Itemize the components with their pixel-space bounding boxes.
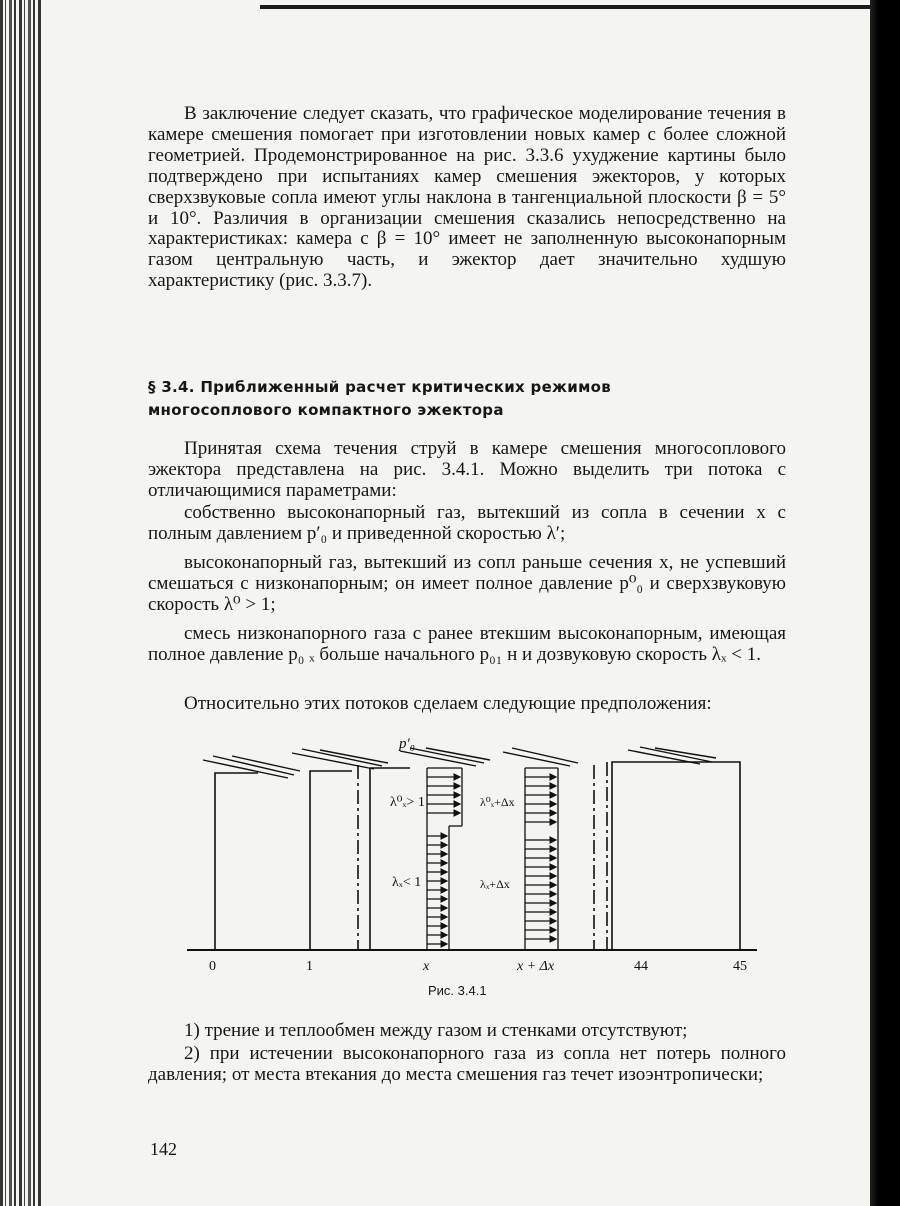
list-item-2-num: 2) [184,1043,200,1064]
intro-paragraph: В заключение следует сказать, что графическое моделирование течения в камере смешения помогает при изготовлении новых камер с более сложной геометрией. Продемонстрированное на рис. 3.3.6 ухуджение картины было подтверждено при испытаниях камер смешения эжекторов, у которых сверхзвуковые сопла имеют углы наклона в тангенциальной плоскости β = 5° и 10°. Различия в организации смешения сказались непосредственно на характеристиках: камера с β = 10° имеет не заполненную высоконапорным газом центральную часть, и эжектор дает значительно худшую характеристику (рис. 3.3.7). [148,103,786,292]
figure-caption: Рис. 3.4.1 [428,983,487,998]
axis-tick-x-dx: x + Δx [517,959,555,974]
axis-tick-44: 44 [634,959,648,974]
axis-tick-0: 0 [209,959,216,974]
label-lambda-super-right: λ⁰ₓ+Δx [480,795,515,809]
label-lambda-super-left: λ⁰ₓ> 1 [390,795,425,810]
assumptions-paragraph: Относительно этих потоков сделаем следующие предположения: [184,693,712,714]
list-item-1-text: трение и теплообмен между газом и стенками отсутствуют; [204,1020,688,1041]
list-item-1-num: 1) [184,1020,200,1041]
label-lambda-sub-left: λₓ< 1 [392,875,422,890]
section-heading-line1: § 3.4. Приближенный расчет критических режимов [148,378,612,396]
label-p0-prime: p′₀ [399,736,415,752]
list-item-2 [148,1044,786,1086]
page-number: 142 [150,1139,177,1159]
flow3-paragraph: смесь низконапорного газа с ранее втекшим высоконапорным, имеющая полное давление p₀ ₓ больше начального p₀₁ н и дозвуковую скорость λₓ < 1. [148,623,786,665]
list-item-2-text: при истечении высоконапорного газа из сопла нет потерь полного давления; от места втекания до места смешения газ течет изоэнтропически; [148,1043,786,1085]
axis-tick-1: 1 [306,959,313,974]
section-heading-line2: многосоплового компактного эжектора [148,401,504,419]
axis-tick-45: 45 [733,959,747,974]
scheme-paragraph: Принятая схема течения струй в камере смешения многосоплового эжектора представлена на рис. 3.4.1. Можно выделить три потока с отличающимися параметрами: [148,438,786,501]
axis-tick-labels [209,959,747,974]
label-lambda-sub-right: λₓ+Δx [480,877,510,891]
flow2-paragraph: высоконапорный газ, вытекший из сопл раньше сечения x, не успевший смешаться с низконапорным; он имеет полное давление p⁰₀ и сверхзвуковую скорость λ⁰ > 1; [148,552,786,615]
ejector-walls [187,747,757,950]
list-item-1 [148,1021,786,1042]
flow1-paragraph: собственно высоконапорный газ, вытекший из сопла в сечении x с полным давлением p′₀ и приведенной скоростью λ′; [148,502,786,544]
axis-tick-x: x [423,959,430,974]
